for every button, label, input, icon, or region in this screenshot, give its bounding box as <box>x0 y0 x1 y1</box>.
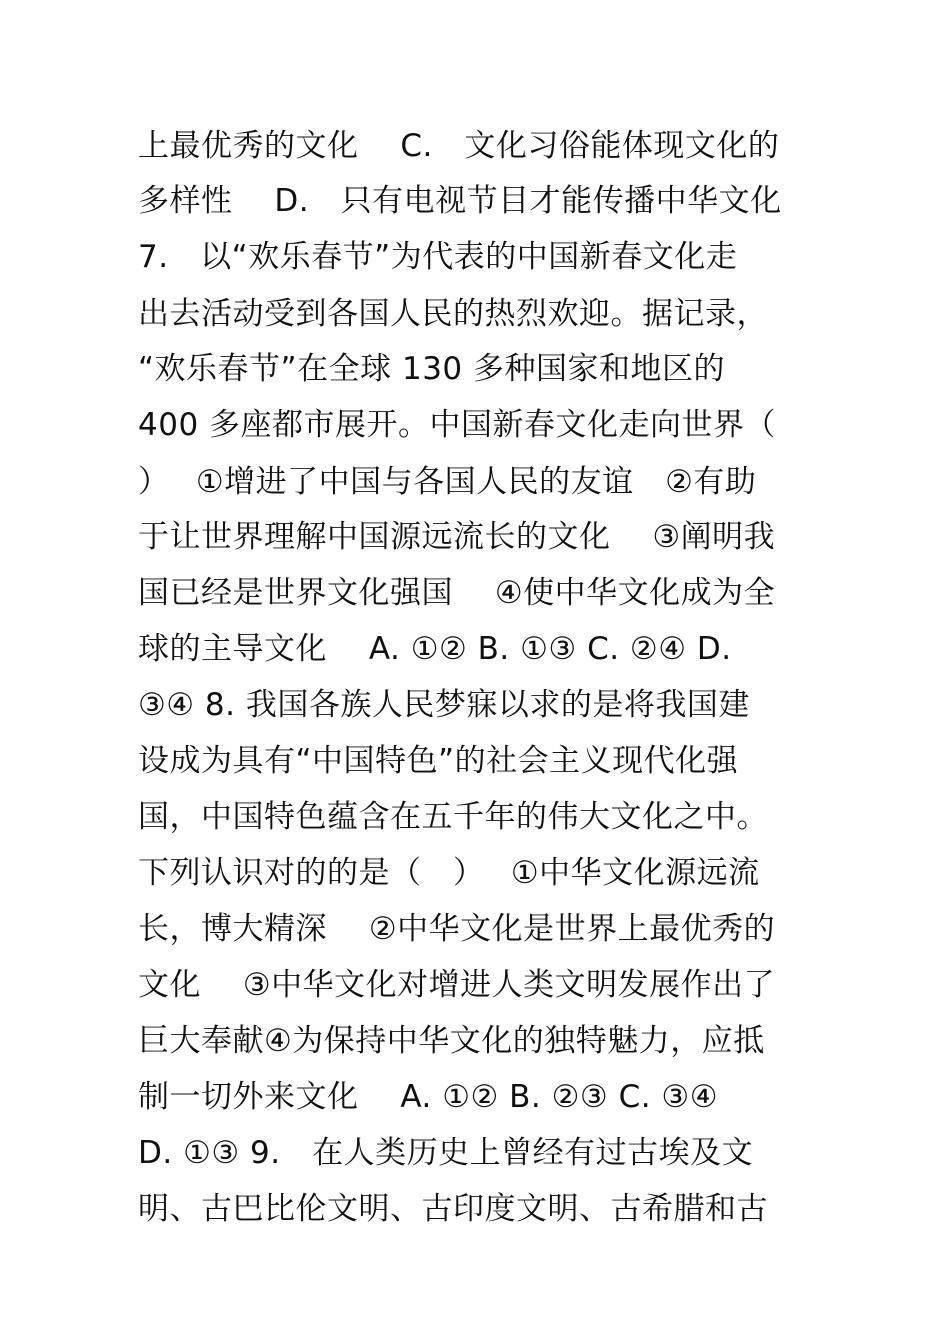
text-line: “欢乐春节”在全球 130 多种国家和地区的 <box>138 351 725 387</box>
text-line: 于让世界理解中国源远流长的文化 ③阐明我 <box>138 519 776 555</box>
text-line: 上最优秀的文化 C. 文化习俗能体现文化的 <box>138 128 780 164</box>
text-line: 设成为具有“中国特色”的社会主义现代化强 <box>138 743 739 779</box>
text-line: D. ①③ 9. 在人类历史上曾经有过古埃及文 <box>138 1135 754 1171</box>
text-line: 出去活动受到各国人民的热烈欢迎。据记录， <box>138 296 768 332</box>
text-line: 长，博大精深 ②中华文化是世界上最优秀的 <box>138 911 776 947</box>
text-line: 7. 以“欢乐春节”为代表的中国新春文化走 <box>138 239 738 275</box>
text-line: 国，中国特色蕴含在五千年的伟大文化之中。 <box>138 799 768 835</box>
text-line: 文化 ③中华文化对增进人类文明发展作出了 <box>138 967 776 1003</box>
text-line: 多样性 D. 只有电视节目才能传播中华文化 <box>138 183 782 219</box>
text-line: 下列认识对的的是（ ） ①中华文化源远流 <box>138 855 760 891</box>
text-line: 明、古巴比伦文明、古印度文明、古希腊和古 <box>138 1191 768 1227</box>
text-line: ） ①增进了中国与各国人民的友谊 ②有助 <box>138 464 757 500</box>
text-line: 国已经是世界文化强国 ④使中华文化成为全 <box>138 575 776 611</box>
text-line: 制一切外来文化 A. ①② B. ②③ C. ③④ <box>138 1079 719 1115</box>
text-line: 400 多座都市展开。中国新春文化走向世界（ <box>138 407 777 443</box>
text-line: ③④ 8. 我国各族人民梦寐以求的是将我国建 <box>138 687 750 723</box>
text-line: 巨大奉献④为保持中华文化的独特魅力，应抵 <box>138 1023 765 1059</box>
text-line: 球的主导文化 A. ①② B. ①③ C. ②④ D. <box>138 631 732 667</box>
